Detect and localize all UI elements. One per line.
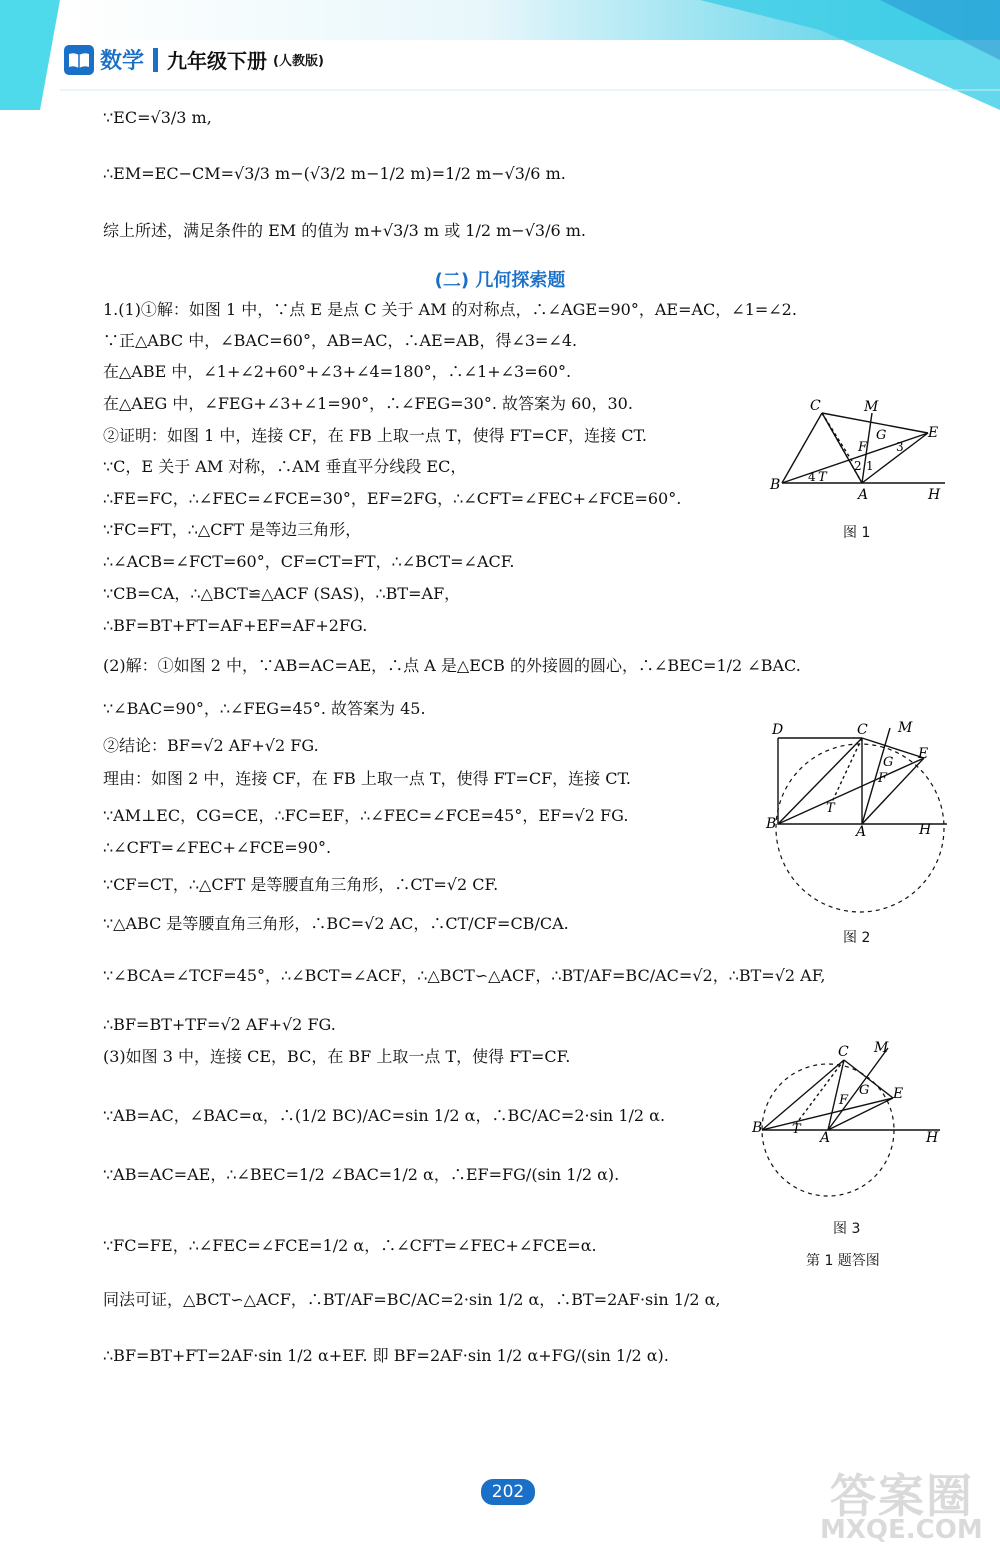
label-A: A — [858, 487, 869, 503]
text-line: (2)解：①如图 2 中，∵AB=AC=AE，∴点 A 是△ECB 的外接圆的圆心，∴∠BEC=1/2 ∠BAC. — [103, 656, 801, 675]
text-line: ∴FE=FC，∴∠FEC=∠FCE=30°，EF=2FG，∴∠CFT=∠FEC+∠FCE=60°. — [103, 489, 682, 508]
label-2: 2 — [854, 459, 862, 473]
text-line: ∵△ABC 是等腰直角三角形，∴BC=√2 AC，∴CT/CF=CB/CA. — [103, 914, 569, 933]
header-brand — [64, 44, 324, 75]
text-line: ∵FC=FE，∴∠FEC=∠FCE=1/2 α，∴∠CFT=∠FEC+∠FCE=α. — [103, 1236, 597, 1255]
label-M: M — [864, 399, 879, 415]
label-H: H — [926, 1130, 939, 1146]
label-E: E — [928, 425, 939, 441]
figures-caption: 第 1 题答图 — [806, 1253, 880, 1269]
label-E: E — [918, 746, 929, 762]
text-line: 同法可证，△BCT∽△ACF，∴BT/AF=BC/AC=2·sin 1/2 α，∴BT=2AF·sin 1/2 α, — [103, 1290, 721, 1309]
label-T: T — [826, 801, 835, 816]
text-line: ∴BF=BT+FT=2AF·sin 1/2 α+EF. 即 BF=2AF·sin 1/2 α+FG/(sin 1/2 α). — [103, 1346, 669, 1365]
text-line: ∵EC=√3/3 m, — [103, 108, 212, 127]
label-F: F — [878, 771, 888, 786]
text-line: ∵∠BCA=∠TCF=45°，∴∠BCT=∠ACF，∴△BCT∽△ACF，∴BT/AF=BC/AC=√2，∴BT=√2 AF, — [103, 966, 826, 985]
text-line: ∴BF=BT+FT=AF+EF=AF+2FG. — [103, 616, 368, 635]
label-3: 3 — [896, 440, 904, 454]
label-H: H — [928, 487, 941, 503]
text-line: (3)如图 3 中，连接 CE，BC，在 BF 上取一点 T，使得 FT=CF. — [103, 1047, 571, 1066]
grade-title: 九年级下册 — [167, 49, 268, 73]
watermark-url: MXQE.COM — [820, 1515, 983, 1545]
label-G: G — [883, 755, 894, 770]
text-line: ∵AM⊥EC，CG=CE，∴FC=EF，∴∠FEC=∠FCE=45°，EF=√2 FG. — [103, 806, 629, 825]
label-B: B — [752, 1120, 763, 1136]
figure-1 — [760, 395, 960, 505]
figure-1-caption: 图 1 — [843, 525, 871, 541]
label-C: C — [857, 722, 868, 738]
text-line: 1.(1)①解：如图 1 中，∵点 E 是点 C 关于 AM 的对称点，∴∠AGE=90°，AE=AC，∠1=∠2. — [103, 300, 797, 319]
label-C: C — [838, 1044, 849, 1060]
label-4: 4 — [808, 470, 816, 484]
text-line: 理由：如图 2 中，连接 CF，在 FB 上取一点 T，使得 FT=CF，连接 CT. — [103, 769, 631, 788]
label-T: T — [818, 470, 827, 485]
text-line: ∵CF=CT，∴△CFT 是等腰直角三角形，∴CT=√2 CF. — [103, 875, 499, 894]
label-T: T — [792, 1122, 801, 1137]
label-M: M — [874, 1040, 889, 1056]
label-B: B — [770, 477, 781, 493]
page-number: 202 — [481, 1479, 535, 1505]
text-line: ∴∠CFT=∠FEC+∠FCE=90°. — [103, 838, 332, 857]
label-1: 1 — [866, 459, 874, 473]
text-line: ∵∠BAC=90°，∴∠FEG=45°. 故答案为 45. — [103, 699, 426, 718]
subject-title: 数学 — [100, 49, 145, 74]
figure-3 — [748, 1038, 948, 1203]
text-line: ∵FC=FT，∴△CFT 是等边三角形， — [103, 520, 362, 539]
figure-3-caption: 图 3 — [833, 1221, 861, 1237]
label-C: C — [810, 398, 821, 414]
text-line: ∵AB=AC=AE，∴∠BEC=1/2 ∠BAC=1/2 α，∴EF=FG/(sin 1/2 α). — [103, 1165, 620, 1184]
text-line: ∵CB=CA，∴△BCT≌△ACF (SAS)，∴BT=AF， — [103, 584, 461, 603]
title-divider — [153, 48, 158, 72]
label-F: F — [858, 440, 868, 455]
label-A: A — [856, 824, 867, 840]
text-line: 综上所述，满足条件的 EM 的值为 m+√3/3 m 或 1/2 m−√3/6 m. — [103, 221, 586, 240]
label-H: H — [919, 822, 932, 838]
figure-2 — [762, 718, 962, 913]
watermark-logo: 答案圈 — [830, 1469, 974, 1523]
text-line: ∴BF=BT+TF=√2 AF+√2 FG. — [103, 1015, 336, 1034]
text-line: ∴EM=EC−CM=√3/3 m−(√3/2 m−1/2 m)=1/2 m−√3/6 m. — [103, 164, 566, 183]
edition-label: (人教版) — [273, 54, 324, 69]
label-D: D — [772, 722, 784, 738]
label-F: F — [839, 1093, 849, 1108]
label-M: M — [898, 720, 913, 736]
text-line: 在△ABE 中，∠1+∠2+60°+∠3+∠4=180°，∴∠1+∠3=60°. — [103, 362, 572, 381]
label-G: G — [876, 428, 887, 443]
text-line: ∵AB=AC，∠BAC=α，∴(1/2 BC)/AC=sin 1/2 α，∴BC/AC=2·sin 1/2 α. — [103, 1106, 666, 1125]
text-line: ②结论：BF=√2 AF+√2 FG. — [103, 736, 319, 755]
label-E: E — [893, 1086, 904, 1102]
text-line: ②证明：如图 1 中，连接 CF，在 FB 上取一点 T，使得 FT=CF，连接 CT. — [103, 426, 647, 445]
label-A: A — [820, 1130, 831, 1146]
label-G: G — [859, 1083, 870, 1098]
text-line: 在△AEG 中，∠FEG+∠3+∠1=90°，∴∠FEG=30°. 故答案为 60，30. — [103, 394, 633, 413]
text-line: ∵正△ABC 中，∠BAC=60°，AB=AC，∴AE=AB，得∠3=∠4. — [103, 331, 578, 350]
section-title: (二) 几何探索题 — [434, 270, 566, 291]
figure-2-caption: 图 2 — [843, 930, 871, 946]
text-line: ∴∠ACB=∠FCT=60°，CF=CT=FT，∴∠BCT=∠ACF. — [103, 552, 515, 571]
book-logo-icon — [64, 45, 94, 75]
label-B: B — [766, 816, 777, 832]
text-line: ∵C，E 关于 AM 对称，∴AM 垂直平分线段 EC， — [103, 457, 467, 476]
